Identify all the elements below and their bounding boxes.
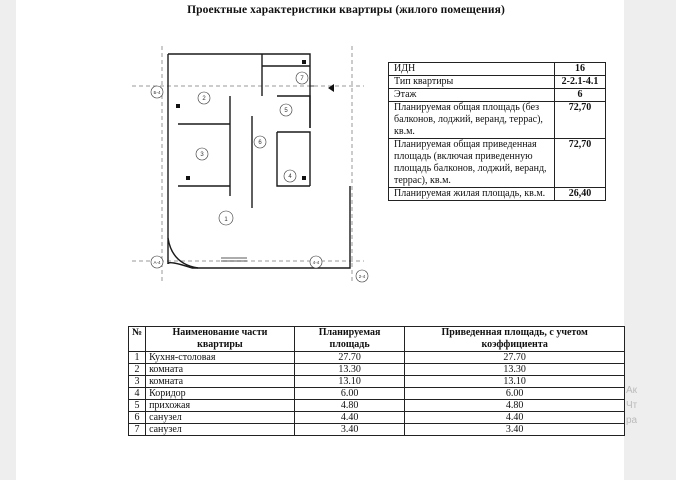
table-row <box>129 352 625 364</box>
room-num: 3 <box>129 376 146 388</box>
char-value: 26,40 <box>555 188 606 201</box>
char-row <box>389 63 606 76</box>
room-number-4: 4 <box>288 174 292 180</box>
room-num: 2 <box>129 364 146 376</box>
axis-label-b4: Б-4 <box>153 90 161 95</box>
char-label: ИДН <box>389 63 555 76</box>
room-num: 4 <box>129 388 146 400</box>
room-name: санузел <box>146 424 295 436</box>
col-header-reduced: Приведенная площадь, с учетом коэффициента <box>405 327 625 352</box>
room-number-1: 1 <box>224 217 228 223</box>
char-label: Планируемая жилая площадь, кв.м. <box>389 188 555 201</box>
char-value: 72,70 <box>555 139 606 188</box>
room-num: 6 <box>129 412 146 424</box>
room-reduced-area: 4.40 <box>405 412 625 424</box>
room-reduced-area: 4.80 <box>405 400 625 412</box>
room-name: комната <box>146 376 295 388</box>
room-area: 27.70 <box>294 352 405 364</box>
char-value: 16 <box>555 63 606 76</box>
room-reduced-area: 6.00 <box>405 388 625 400</box>
char-value: 72,70 <box>555 102 606 139</box>
axis-label-4-4: 4-4 <box>312 260 320 265</box>
char-row <box>389 188 606 201</box>
rooms-table <box>128 326 625 436</box>
document-sheet <box>16 0 624 480</box>
char-value: 2-2.1-4.1 <box>555 76 606 89</box>
room-num: 7 <box>129 424 146 436</box>
room-area: 13.30 <box>294 364 405 376</box>
room-number-6: 6 <box>258 140 262 146</box>
char-label: Планируемая общая площадь (без балконов, лоджий, веранд, террас), кв.м. <box>389 102 555 139</box>
room-reduced-area: 3.40 <box>405 424 625 436</box>
char-label: Этаж <box>389 89 555 102</box>
col-header-num: № <box>129 327 146 352</box>
room-area: 4.40 <box>294 412 405 424</box>
document-title: Проектные характеристики квартиры (жилого помещения) <box>187 4 505 16</box>
edge-text-line: Ак <box>626 385 638 396</box>
room-reduced-area: 13.10 <box>405 376 625 388</box>
table-row <box>129 388 625 400</box>
room-name: прихожая <box>146 400 295 412</box>
char-row <box>389 76 606 89</box>
char-label: Планируемая общая приведенная площадь (включая приведенную площадь балконов, лоджий, веранд, террас), кв.м. <box>389 139 555 188</box>
room-number-5: 5 <box>284 108 288 114</box>
room-reduced-area: 27.70 <box>405 352 625 364</box>
edge-text-fragment <box>626 383 640 443</box>
table-row <box>129 400 625 412</box>
col-header-area: Планируемая площадь <box>294 327 405 352</box>
room-area: 13.10 <box>294 376 405 388</box>
char-row <box>389 139 606 188</box>
room-name: Коридор <box>146 388 295 400</box>
table-row <box>129 412 625 424</box>
room-area: 3.40 <box>294 424 405 436</box>
floor-plan <box>132 46 364 282</box>
room-name: санузел <box>146 412 295 424</box>
room-reduced-area: 13.30 <box>405 364 625 376</box>
room-name: комната <box>146 364 295 376</box>
char-label: Тип квартиры <box>389 76 555 89</box>
room-num: 1 <box>129 352 146 364</box>
table-row <box>129 424 625 436</box>
room-num: 5 <box>129 400 146 412</box>
axis-label-2-4: 2-4 <box>358 274 366 279</box>
table-row <box>129 376 625 388</box>
edge-text-line: Чт <box>626 400 638 411</box>
axis-label-a4: А-4 <box>153 260 161 265</box>
char-row <box>389 89 606 102</box>
table-row <box>129 364 625 376</box>
room-name: Кухня-столовая <box>146 352 295 364</box>
room-area: 6.00 <box>294 388 405 400</box>
col-header-name: Наименование части квартиры <box>146 327 295 352</box>
characteristics-table <box>388 62 606 201</box>
rooms-table-header <box>129 327 625 352</box>
char-row <box>389 102 606 139</box>
edge-text-line: ра <box>626 415 638 426</box>
room-number-2: 2 <box>202 96 206 102</box>
room-number-7: 7 <box>300 76 304 82</box>
room-number-3: 3 <box>200 152 204 158</box>
room-area: 4.80 <box>294 400 405 412</box>
char-value: 6 <box>555 89 606 102</box>
